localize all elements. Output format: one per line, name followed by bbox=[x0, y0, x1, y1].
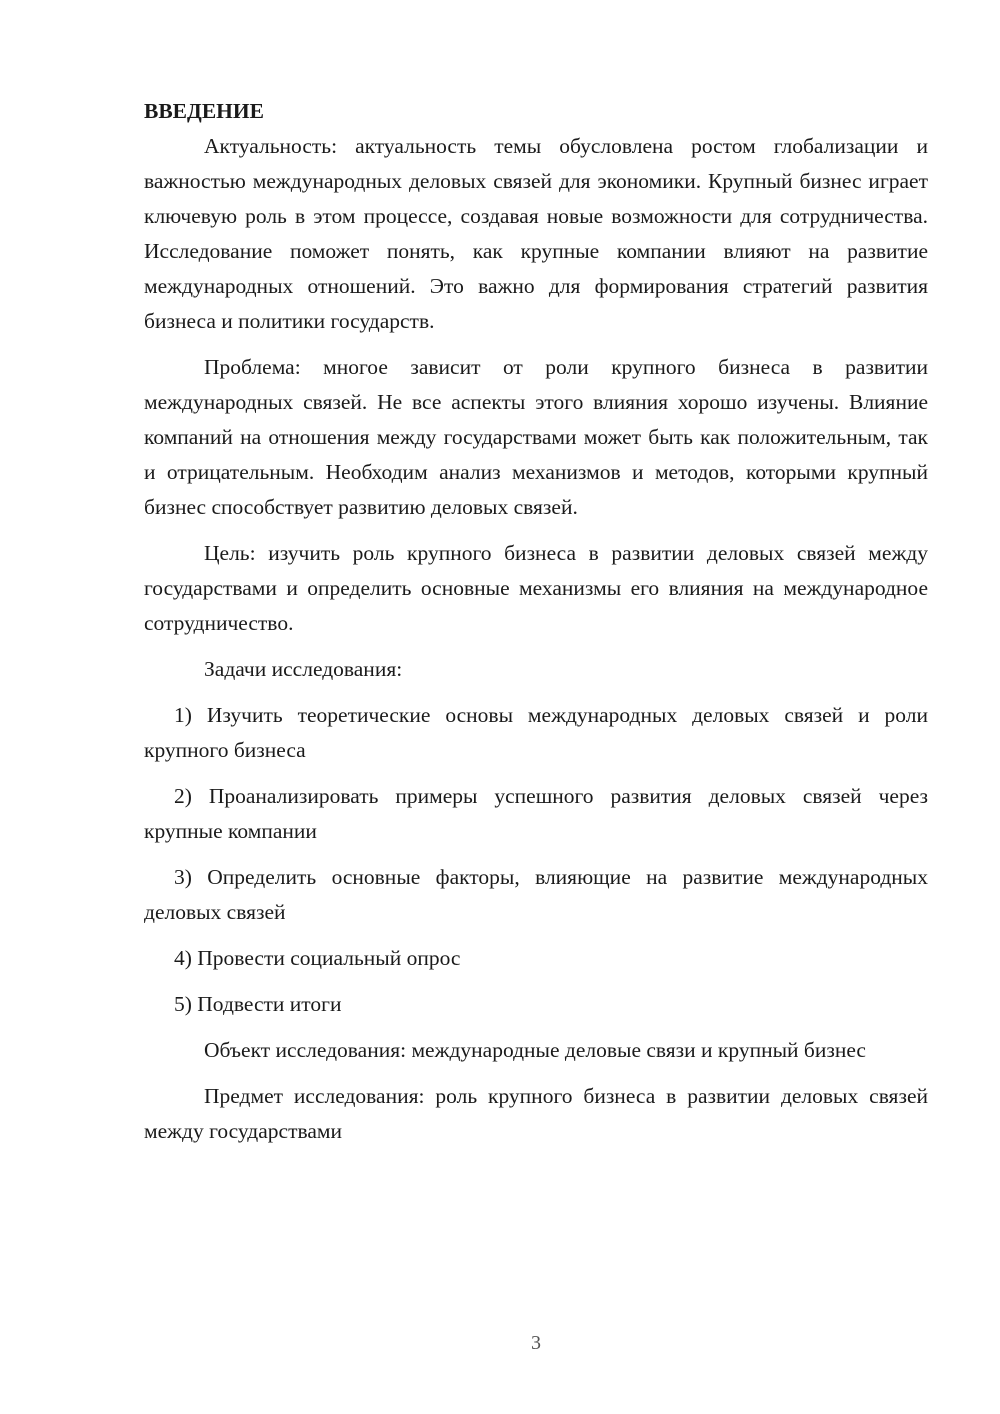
task-item-3: 3) Определить основные факторы, влияющие на развитие международных деловых связей bbox=[144, 865, 928, 924]
task-item-4: 4) Провести социальный опрос bbox=[174, 946, 461, 970]
problem-paragraph: Проблема: многое зависит от роли крупного бизнеса в развитии международных связей. Не все аспекты этого влияния хорошо изучены. Влияние компаний на отношения между государствами может быть как положительным, так и отрицательным. Необходим анализ механизмов и методов, которыми крупный бизнес способствует развитию деловых связей. bbox=[144, 355, 928, 519]
subject-paragraph: Предмет исследования: роль крупного бизнеса в развитии деловых связей между государствами bbox=[144, 1084, 928, 1143]
task-item-2: 2) Проанализировать примеры успешного развития деловых связей через крупные компании bbox=[144, 784, 928, 843]
tasks-heading: Задачи исследования: bbox=[204, 657, 403, 681]
goal-paragraph: Цель: изучить роль крупного бизнеса в развитии деловых связей между государствами и определить основные механизмы его влияния на международное сотрудничество. bbox=[144, 541, 928, 635]
object-paragraph: Объект исследования: международные деловые связи и крупный бизнес bbox=[204, 1038, 866, 1062]
task-item-1: 1) Изучить теоретические основы международных деловых связей и роли крупного бизнеса bbox=[144, 703, 928, 762]
page-number: 3 bbox=[531, 1332, 541, 1354]
page-title: ВВЕДЕНИЕ bbox=[144, 99, 264, 123]
document-body bbox=[144, 94, 928, 1149]
relevance-paragraph: Актуальность: актуальность темы обусловлена ростом глобализации и важностью международных деловых связей для экономики. Крупный бизнес играет ключевую роль в этом процессе, создавая новые возможности для сотрудничества. Исследование поможет понять, как крупные компании влияют на развитие международных отношений. Это важно для формирования стратегий развития бизнеса и политики государств. bbox=[144, 134, 928, 333]
task-item-5: 5) Подвести итоги bbox=[174, 992, 342, 1016]
